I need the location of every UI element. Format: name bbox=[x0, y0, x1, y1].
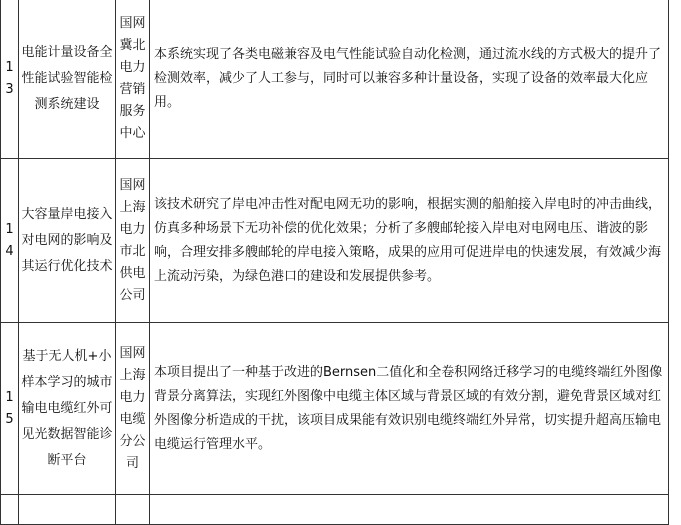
project-name bbox=[19, 495, 116, 525]
project-unit: 国网上海电力电缆分公司 bbox=[116, 323, 150, 495]
project-description bbox=[150, 495, 669, 525]
table-row bbox=[1, 159, 669, 323]
project-description: 本系统实现了各类电磁兼容及电气性能试验自动化检测，通过流水线的方式极大的提升了检测效率，减少了人工参与，同时可以兼容多种计量设备，实现了设备的效率最大化应用。 bbox=[150, 0, 669, 159]
row-number bbox=[1, 495, 19, 525]
row-number: 1 4 bbox=[1, 159, 19, 323]
project-name: 大容量岸电接入对电网的影响及其运行优化技术 bbox=[19, 159, 116, 323]
project-unit bbox=[116, 495, 150, 525]
table-row bbox=[1, 323, 669, 495]
project-name: 电能计量设备全性能试验智能检测系统建设 bbox=[19, 0, 116, 159]
table-row-partial bbox=[1, 495, 669, 525]
project-unit: 国网上海电力市北供电公司 bbox=[116, 159, 150, 323]
row-number: 1 5 bbox=[1, 323, 19, 495]
project-description: 该技术研究了岸电冲击性对配电网无功的影响，根据实测的船舶接入岸电时的冲击曲线，仿真多种场景下无功补偿的优化效果；分析了多艘邮轮接入岸电对电网电压、谐波的影响，合理安排多艘邮轮的岸电接入策略，成果的应用可促进岸电的快速发展，有效减少海上流动污染，为绿色港口的建设和发展提供参考。 bbox=[150, 159, 669, 323]
row-number: 1 3 bbox=[1, 0, 19, 159]
project-name: 基于无人机+小样本学习的城市输电电缆红外可见光数据智能诊断平台 bbox=[19, 323, 116, 495]
project-description: 本项目提出了一种基于改进的Bernsen二值化和全卷积网络迁移学习的电缆终端红外图像背景分离算法，实现红外图像中电缆主体区域与背景区域的有效分割，避免背景区域对红外图像分析造成的干扰，该项目成果能有效识别电缆终端红外异常，切实提升超高压输电电缆运行管理水平。 bbox=[150, 323, 669, 495]
project-unit: 国网冀北电力营销服务中心 bbox=[116, 0, 150, 159]
table-row bbox=[1, 0, 669, 159]
